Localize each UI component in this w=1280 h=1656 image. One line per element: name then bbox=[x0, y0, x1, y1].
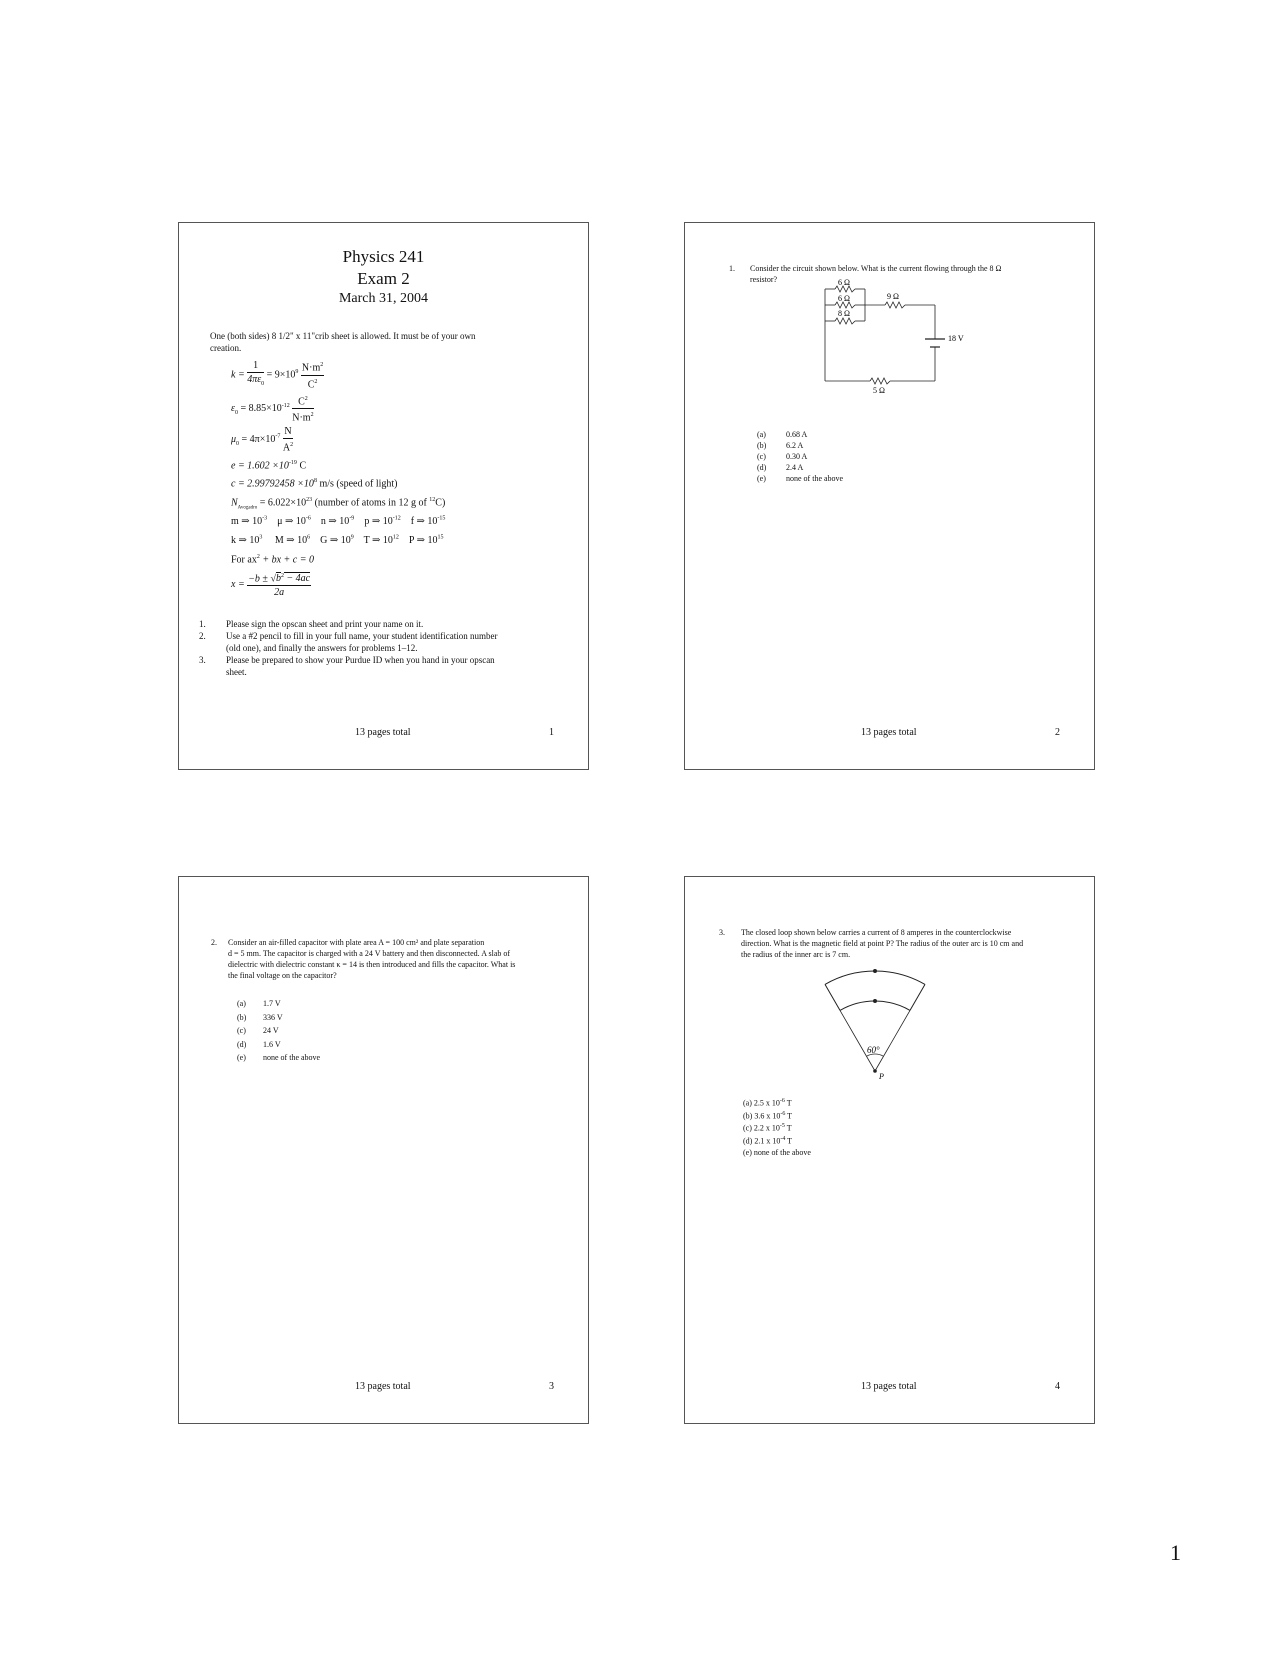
point-p-label: P bbox=[879, 1072, 884, 1081]
quad-num-a: −b ± bbox=[248, 573, 271, 585]
answer-option: (b) 3.6 x $10^{-6}$ T bbox=[743, 1110, 793, 1121]
slide-footer-total: 13 pages total bbox=[355, 1381, 411, 1392]
si-prefixes-row-1 bbox=[231, 513, 445, 528]
quad-for: For ax bbox=[231, 554, 257, 566]
question-number: 2. bbox=[211, 938, 217, 947]
question-line: the radius of the inner arc is 7 cm. bbox=[741, 950, 851, 959]
quad-num-b: b bbox=[275, 573, 281, 585]
intro-line-1: One (both sides) 8 1/2" x 11"crib sheet is allowed. It must be of your own bbox=[210, 331, 476, 341]
label-5-ohm: 5 Ω bbox=[873, 386, 885, 395]
eq-na: N bbox=[231, 497, 238, 509]
eq-mu-unit-num: N bbox=[284, 426, 292, 437]
prefix-femto: f ⇒ $10^{-15}$ bbox=[410, 516, 446, 528]
eq-eps-unit-num-exp: 2 bbox=[304, 396, 308, 402]
eq-mu-unit-den: A bbox=[282, 442, 291, 454]
quad-num-c: − 4ac bbox=[283, 573, 311, 585]
eq-c: c = 2.99792458 ×10 bbox=[231, 478, 314, 490]
eq-k-mid: = 9×10 bbox=[266, 369, 296, 381]
answer-options bbox=[743, 1096, 811, 1158]
slide-2 bbox=[684, 222, 1095, 770]
eq-k-lhs: k = bbox=[231, 369, 245, 381]
slide-footer-total: 13 pages total bbox=[355, 727, 411, 738]
slide-1: Physics 241 Exam 2 March 31, 2004 One (both sides) 8 1/2" x 11"crib sheet is allowed. It must be of your own creation. k = $\frac{1}{4\pi\varepsilon_0}$ = $9\times 10^9$ $\frac{N\cdot m^2}{C^2}$ $\varepsilon_0 = 8.85\times 10^{-12}$ $\frac{C^2}{N\cdot m^2}$ $\mu_0 = 4\pi\times 10^{-7}$ $\frac{N}{A^2}$ $e = 1.602 \times 10^{-19}$ C $c = 2.99792458 \times 10^8$ m/s (speed of light) $N_{Avogadro} = 6.022\times 10^{23}$ (number of atoms in 12 g of $^{12}$C) m ⇒ $10^{-3}$ μ ⇒ $10^{-6}$ n ⇒ $10^{-9}$ p ⇒ $10^{-12}$ f ⇒ $10^{-15}$ k ⇒ $10^3$ M ⇒ $10^6$ G ⇒ $10^9$ T ⇒ $10^{12}$ P ⇒ $10^{15}$ For $ax^2$ + bx + c = 0 x = $\frac{-b \pm √b^2 - 4ac}{2a}$ 1. Please sign the opscan sheet and print your name on it. 2. Use a #2 pencil to fill in your full name, your student identification number (old one), and finally the answers for problems 1–12. 3. Please be prepared to show your Purdue ID when you hand in your opscan sheet. 13 pages total 1 bbox=[178, 222, 589, 770]
page-number: 1 bbox=[1170, 1540, 1181, 1565]
circuit-diagram bbox=[805, 278, 975, 395]
answer-option: (e) none of the above bbox=[757, 474, 844, 483]
equation-avogadro bbox=[231, 494, 445, 514]
answer-option: (d) 1.6 V bbox=[237, 1039, 281, 1049]
answer-option: (c) 0.30 A bbox=[757, 452, 808, 461]
eq-na-exp: 23 bbox=[306, 497, 313, 503]
question-number: 1. bbox=[729, 264, 735, 273]
eq-mu-exp: -7 bbox=[275, 433, 281, 440]
answer-options bbox=[757, 429, 844, 484]
question-line: The closed loop shown below carries a current of 8 amperes in the counterclockwise bbox=[741, 928, 1012, 937]
current-loop-diagram bbox=[805, 971, 945, 1081]
eq-mu-lhs: μ bbox=[231, 433, 237, 445]
eq-k-den: 4πε bbox=[247, 374, 262, 385]
slide-footer-total: 13 pages total bbox=[861, 1381, 917, 1392]
prefix-giga: G ⇒ $10^9$ bbox=[320, 535, 354, 547]
eq-eps-unit-den: N·m bbox=[292, 412, 311, 424]
eq-c-exp: 8 bbox=[313, 478, 317, 484]
answer-option: (b) 336 V bbox=[237, 1012, 283, 1022]
slide-number: 1 bbox=[549, 727, 554, 738]
answer-option: (e) none of the above bbox=[237, 1053, 321, 1062]
question-line: the final voltage on the capacitor? bbox=[228, 971, 337, 980]
quad-den: 2a bbox=[274, 587, 285, 599]
equation-permeability bbox=[231, 425, 293, 454]
label-9-ohm: 9 Ω bbox=[887, 292, 899, 301]
slide-number: 2 bbox=[1055, 727, 1060, 738]
prefix-kilo: k ⇒ $10^3$ bbox=[231, 535, 263, 547]
label-battery-voltage: 18 V bbox=[948, 334, 964, 343]
answer-option: (a) 2.5 x $10^{-6}$ T bbox=[743, 1098, 792, 1108]
eq-k-unit-num-exp: 2 bbox=[320, 362, 324, 369]
question-text bbox=[741, 927, 1023, 960]
eq-eps-lhs: ε bbox=[231, 403, 235, 415]
eq-c-unit: m/s (speed of light) bbox=[319, 478, 398, 490]
quadratic-equation bbox=[231, 551, 314, 566]
answer-option: (c) 24 V bbox=[237, 1026, 279, 1035]
quad-for-exp: 2 bbox=[256, 554, 260, 560]
question-text-line-2: resistor? bbox=[750, 275, 778, 284]
eq-k-unit-num: N·m bbox=[301, 362, 321, 374]
answer-option: (b) 6.2 A bbox=[757, 441, 804, 450]
eq-k-den-sub: 0 bbox=[261, 381, 265, 387]
eq-k-unit-den-exp: 2 bbox=[314, 378, 318, 385]
eq-mu-sub: 0 bbox=[236, 440, 240, 447]
equation-electron-charge bbox=[231, 457, 306, 472]
eq-eps-exp: -12 bbox=[281, 402, 290, 409]
eq-na-mid: = 6.022×10 bbox=[259, 497, 307, 509]
slide-number: 3 bbox=[549, 1381, 554, 1392]
exam-number: Exam 2 bbox=[357, 269, 410, 288]
prefix-mega: M ⇒ $10^6$ bbox=[274, 535, 311, 547]
slide-4 bbox=[684, 876, 1095, 1424]
exam-date: March 31, 2004 bbox=[338, 291, 429, 306]
eq-k-unit-den: C bbox=[307, 378, 315, 390]
answer-option: (e) none of the above bbox=[743, 1147, 811, 1157]
eq-eps-sub: 0 bbox=[234, 410, 238, 417]
answer-options bbox=[237, 998, 321, 1066]
eq-na-end: C) bbox=[435, 497, 446, 509]
prefix-pico: p ⇒ $10^{-12}$ bbox=[364, 516, 401, 528]
equation-permittivity bbox=[231, 393, 314, 425]
question-line: dielectric with dielectric constant κ = 14 is then introduced and fills the capacitor. What is bbox=[228, 960, 516, 969]
eq-eps-mid: = 8.85×10 bbox=[240, 403, 282, 415]
eq-e: e = 1.602 ×10 bbox=[231, 460, 289, 472]
eq-k-exp: 9 bbox=[295, 368, 299, 375]
question-line: d = 5 mm. The capacitor is charged with a 24 V battery and then disconnected. A slab of bbox=[228, 949, 511, 958]
answer-option: (d) 2.1 x $10^{-4}$ T bbox=[743, 1135, 793, 1146]
eq-e-exp: -19 bbox=[288, 460, 297, 466]
slide-3 bbox=[178, 876, 589, 1424]
eq-k-num: 1 bbox=[247, 359, 264, 373]
answer-option: (a) 0.68 A bbox=[757, 430, 808, 439]
quad-for-rest: + bx + c = 0 bbox=[262, 554, 314, 566]
question-text-line-1: Consider the circuit shown below. What is the current flowing through the 8 Ω bbox=[750, 264, 1002, 273]
slide-footer-total: 13 pages total bbox=[861, 727, 917, 738]
equation-speed-of-light bbox=[231, 475, 397, 490]
eq-eps-unit-num: C bbox=[298, 396, 305, 408]
eq-mu-unit-den-exp: 2 bbox=[290, 442, 294, 448]
eq-mu-mid: = 4π×10 bbox=[241, 433, 276, 445]
question-line: Consider an air-filled capacitor with plate area A = 100 cm² and plate separation bbox=[228, 938, 485, 947]
prefix-milli: m ⇒ $10^{-3}$ bbox=[231, 516, 268, 528]
label-6-ohm-b: 6 Ω bbox=[838, 294, 850, 303]
eq-na-iso: 12 bbox=[429, 497, 436, 503]
angle-label: 60° bbox=[867, 1045, 880, 1055]
prefix-tera: T ⇒ $10^{12}$ bbox=[363, 535, 399, 547]
label-6-ohm-a: 6 Ω bbox=[838, 278, 850, 287]
slide-number: 4 bbox=[1055, 1381, 1060, 1392]
question-line: direction. What is the magnetic field at point P? The radius of the outer arc is 10 cm and bbox=[741, 939, 1024, 948]
quadratic-formula: x = $\frac{-b \pm √b^2 - 4ac}{2a}$ bbox=[231, 570, 311, 599]
answer-option: (d) 2.4 A bbox=[757, 463, 804, 472]
si-prefixes-row-2 bbox=[231, 532, 444, 547]
eq-na-rest: (number of atoms in 12 g of bbox=[314, 497, 427, 509]
eq-eps-unit-den-exp: 2 bbox=[310, 412, 314, 419]
answer-option: (c) 2.2 x $10^{-5}$ T bbox=[743, 1123, 792, 1133]
intro-line-2: creation. bbox=[210, 343, 242, 353]
equation-coulomb-constant bbox=[231, 359, 324, 391]
label-8-ohm: 8 Ω bbox=[838, 309, 850, 318]
quad-num-b-exp: 2 bbox=[280, 573, 284, 579]
prefix-nano: n ⇒ $10^{-9}$ bbox=[320, 516, 355, 528]
quad-x: x = bbox=[231, 578, 245, 590]
question-number: 3. bbox=[719, 928, 725, 937]
exam-course-title: Physics 241 bbox=[342, 247, 425, 266]
question-text bbox=[228, 937, 515, 981]
eq-na-sub: Avogadro bbox=[237, 505, 258, 511]
eq-e-unit: C bbox=[299, 460, 307, 472]
prefix-peta: P ⇒ $10^{15}$ bbox=[408, 535, 444, 547]
prefix-micro: μ ⇒ $10^{-6}$ bbox=[277, 516, 311, 528]
answer-option: (a) 1.7 V bbox=[237, 999, 281, 1008]
